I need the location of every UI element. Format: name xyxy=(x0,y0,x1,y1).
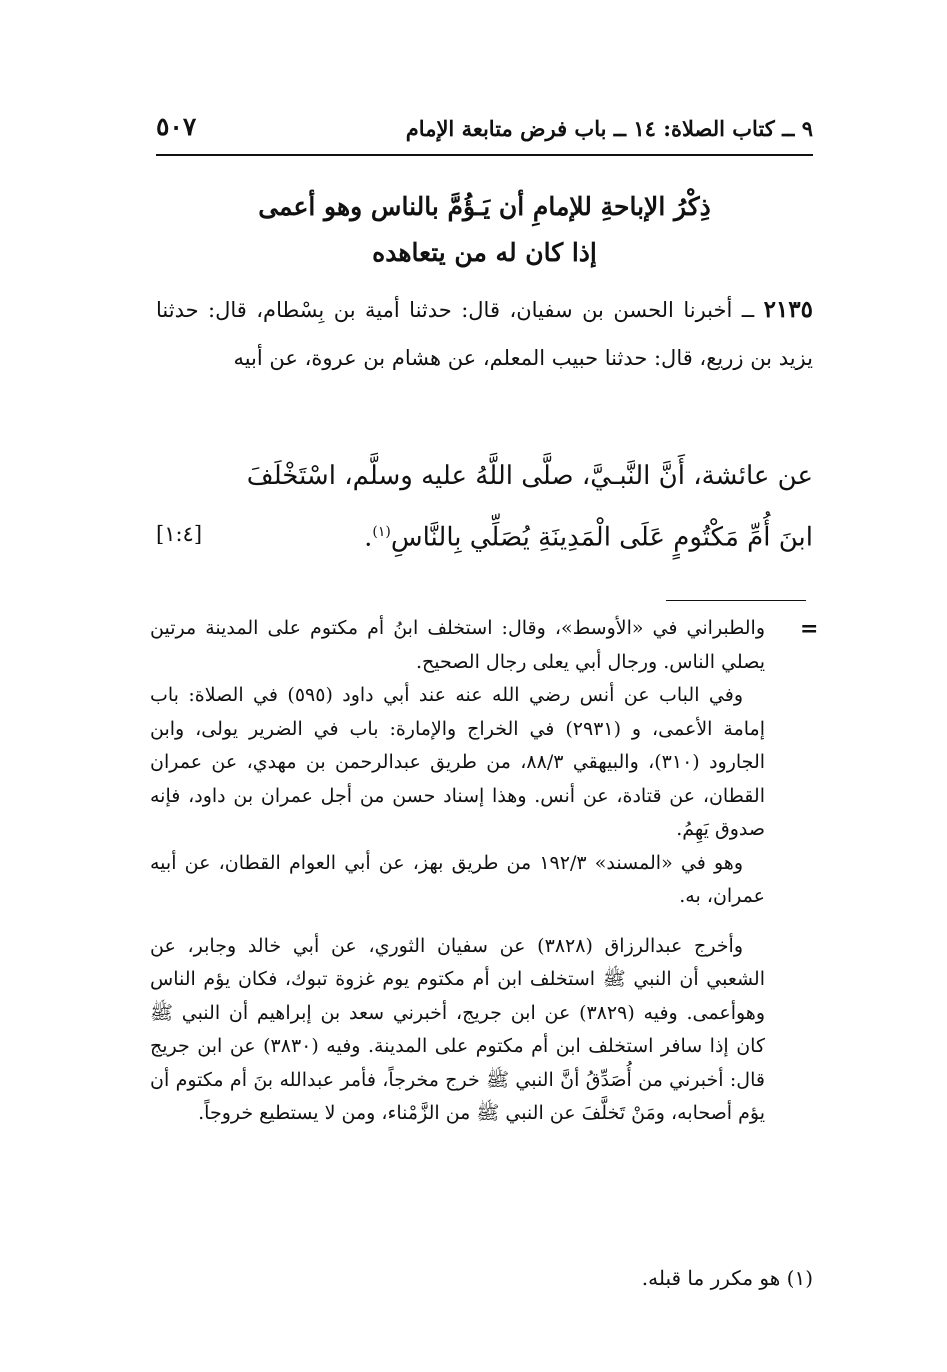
matn-line-1: عن عائشة، أَنَّ النَّبـيَّ، صلَّى اللَّهُ عليه وسلَّم، اسْتَخْلَفَ xyxy=(246,461,813,491)
chapter-title-line-2: إذا كان له من يتعاهده xyxy=(372,238,597,267)
page-number: ٥٠٧ xyxy=(156,112,197,141)
hadith-number: ٢١٣٥ xyxy=(763,296,813,323)
note-paragraph: وأخرج عبدالرزاق (٣٨٢٨) عن سفيان الثوري، عن أبي خالد وجابر، عن الشعبي أن النبي ﷺ استخلف ابن أم مكتوم يوم غزوة تبوك، فكان يؤم الناس وهوأعمى. وفيه (٣٨٢٩) عن ابن جريج، أخبرني سعد بن إبراهيم أن النبي ﷺ كان إذا سافر استخلف ابن أم مكتوم على المدينة. وفيه (٣٨٣٠) عن ابن جريج قال: أخبرني من أُصَدِّقُ أنَّ النبي ﷺ خرج مخرجاً، فأمر عبدالله بنَ أم مكتوم أن يؤم أصحابه، ومَنْ تَخلَّفَ عن النبي ﷺ من الزَّمْناء، ومن لا يستطيع خروجاً. xyxy=(150,934,765,1124)
matn-line-2-text: ابنَ أُمِّ مَكْتُومٍ عَلَى الْمَدِينَةِ يُصَلِّي بِالنَّاسِ xyxy=(390,522,813,553)
hadith-matn xyxy=(156,448,813,566)
footnote: (١) هو مكرر ما قبله. xyxy=(641,1266,813,1290)
running-head: ٩ ــ كتاب الصلاة: ١٤ ــ باب فرض متابعة الإمام xyxy=(405,116,813,141)
matn-line-2: ابنَ أُمِّ مَكْتُومٍ عَلَى الْمَدِينَةِ يُصَلِّي بِالنَّاسِ$^{(١)}$. [١:٤] xyxy=(156,504,813,566)
hadith-chain xyxy=(156,286,813,382)
page-header xyxy=(156,112,813,152)
header-rule xyxy=(156,154,813,156)
footnote-reference: (١) xyxy=(372,524,391,540)
note-paragraph: وفي الباب عن أنس رضي الله عنه عند أبي داود (٥٩٥) في الصلاة: باب إمامة الأعمى، و (٢٩٣١) في الخراج والإمارة: باب في الضرير يولى، وابن الجارود (٣١٠)، والبيهقي ٨٨/٣، من طريق عبدالرحمن بن مهدي، عن عمران القطان، عن قتادة، عن أنس. وهذا إسناد حسن من أجل عمران بن داود، فإنه صدوق يَهِمُ. xyxy=(150,684,766,840)
footnote-separator xyxy=(666,600,806,601)
continuation-mark: = xyxy=(800,616,819,642)
note-paragraph: وهو في «المسند» ١٩٢/٣ من طريق بهز، عن أبي العوام القطان، عن أبيه عمران، به. xyxy=(150,851,765,907)
chapter-title xyxy=(156,184,813,276)
note-paragraph: والطبراني في «الأوسط»، وقال: استخلف ابنُ أم مكتوم على المدينة مرتين يصلي الناس. ورجال أبي يعلى رجال الصحيح. xyxy=(150,617,765,673)
hadith-isnad: ــ أخبرنا الحسن بن سفيان، قال: حدثنا أمية بن بِسْطام، قال: حدثنا يزيد بن زريع، قال: حدثنا حبيب المعلم، عن هشام بن عروة، عن أبيه xyxy=(156,298,813,370)
annotation-notes xyxy=(150,612,765,1131)
chapter-title-line-1: ذِكْرُ الإباحةِ للإمامِ أن يَـؤُمَّ بالناس وهو أعمى xyxy=(258,192,711,221)
hadith-classification-ref: [١:٤] xyxy=(156,522,203,546)
